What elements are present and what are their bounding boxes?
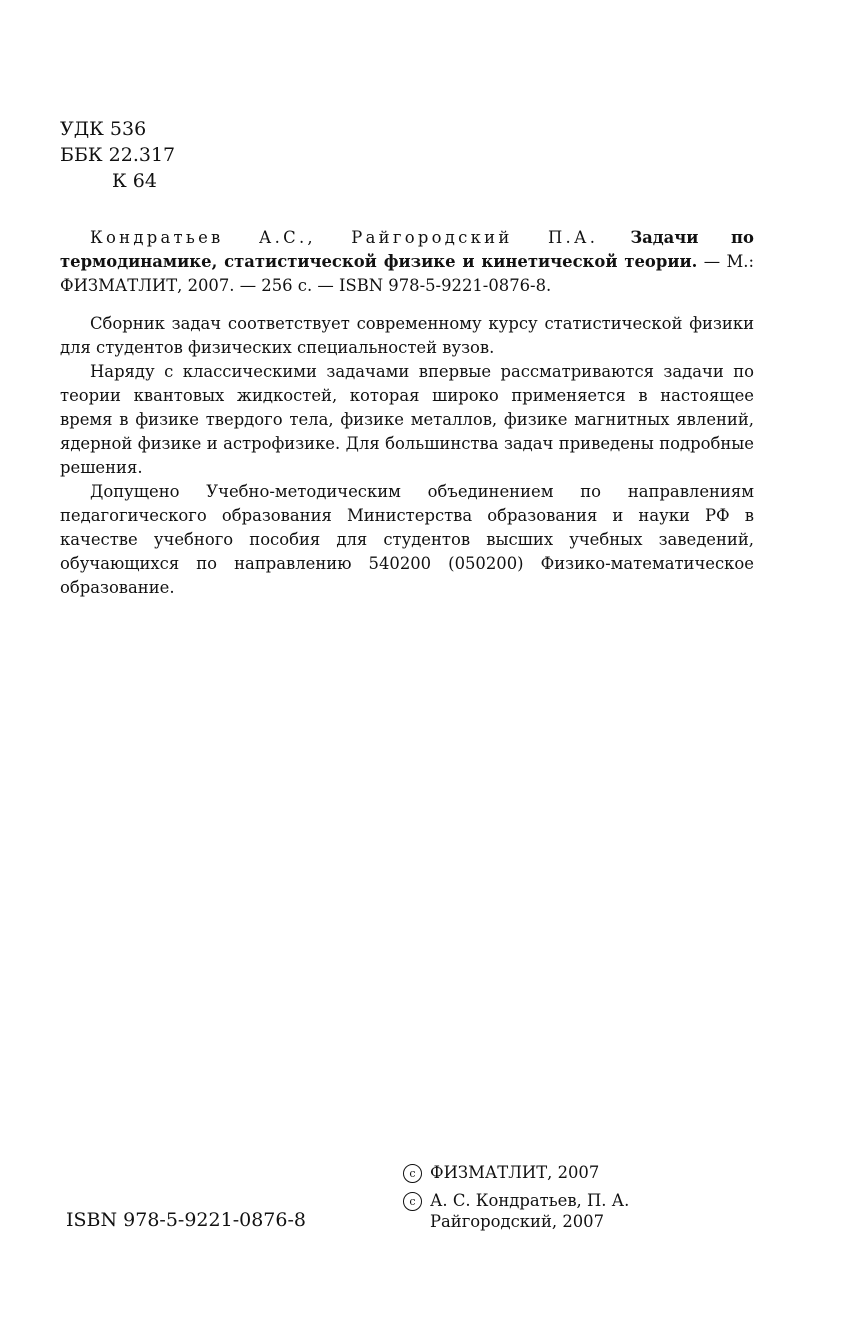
abstract-paragraph-3: Допущено Учебно-методическим объединением по направлениям педагогического образования Министерства образования и науки РФ в качестве учебного пособия для студентов высших учебных заведений, обучающихся по направлению 540200 (050200) Физико-математическое образование. [60, 482, 754, 597]
copyright-publisher [403, 1162, 750, 1183]
copyright-icon: c [403, 1164, 422, 1183]
citation-authors: Кондратьев А.С., Райгородский П.А. [90, 228, 599, 247]
udk-code: УДК 536 [60, 118, 147, 140]
classification-block [60, 116, 175, 194]
copyright-publisher-text: ФИЗМАТЛИТ, 2007 [430, 1163, 600, 1182]
copyright-icon: c [403, 1192, 422, 1211]
copyright-authors [403, 1190, 750, 1232]
bbk-code: ББК 22.317 [60, 144, 176, 166]
abstract-block [60, 226, 754, 600]
copyright-authors-text: А. С. Кондратьев, П. А. Райгородский, 2007 [430, 1191, 630, 1231]
citation-publication: — М.: ФИЗМАТЛИТ, 2007. — 256 с. — ISBN 978-5-9221-0876-8. [60, 252, 754, 295]
copyright-block [403, 1162, 750, 1239]
abstract-paragraph-1: Сборник задач соответствует современному курсу статистической физики для студентов физических специальностей вузов. [60, 314, 754, 357]
bibliographic-citation [60, 226, 754, 298]
citation-title: Задачи по термодинамике, статистической физике и кинетической теории. [60, 228, 754, 271]
author-mark: К 64 [112, 170, 157, 192]
abstract-paragraph-2: Наряду с классическими задачами впервые рассматриваются задачи по теории квантовых жидкостей, которая широко применяется в настоящее время в физике твердого тела, физике металлов, физике магнитных явлений, ядерной физике и астрофизике. Для большинства задач приведены подробные решения. [60, 362, 754, 477]
isbn-footer: ISBN 978-5-9221-0876-8 [66, 1209, 306, 1231]
